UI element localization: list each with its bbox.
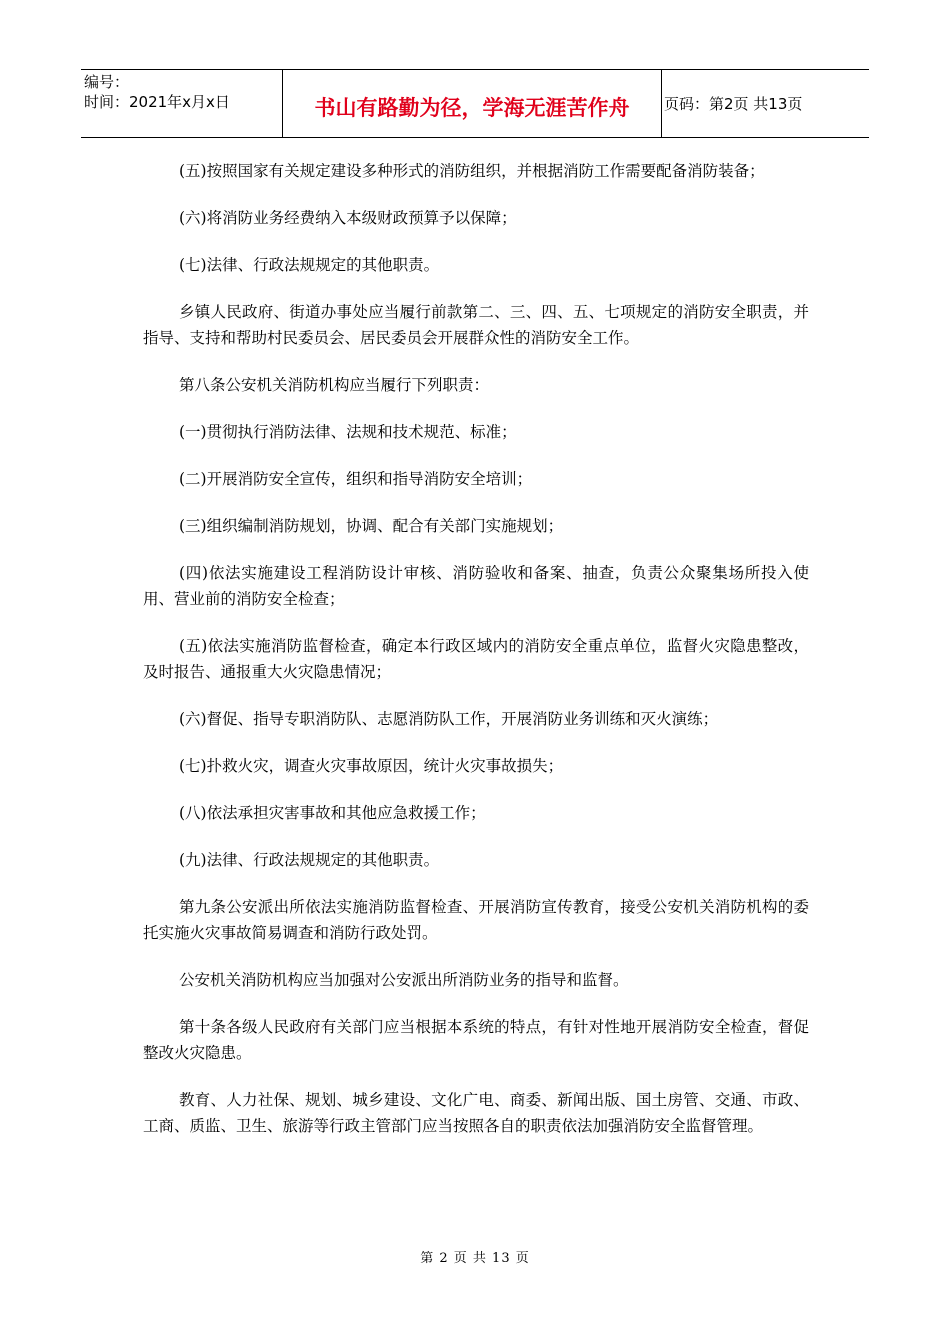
paragraph: 公安机关消防机构应当加强对公安派出所消防业务的指导和监督。 (179, 971, 629, 989)
paragraph: (一)贯彻执行消防法律、法规和技术规范、标准； (179, 423, 517, 441)
header-page-info: 页码：第2页 共13页 (664, 95, 803, 113)
paragraph: 第九条公安派出所依法实施消防监督检查、开展消防宣传教育，接受公安机关消防机构的委托实施火灾事故简易调查和消防行政处罚。 (143, 898, 809, 942)
paragraph: (五)依法实施消防监督检查，确定本行政区域内的消防安全重点单位，监督火灾隐患整改，及时报告、通报重大火灾隐患情况； (143, 637, 809, 681)
header-motto: 书山有路勤为径，学海无涯苦作舟 (314, 96, 630, 120)
paragraph: (三)组织编制消防规划，协调、配合有关部门实施规划； (179, 517, 564, 535)
paragraph: (七)法律、行政法规规定的其他职责。 (179, 256, 440, 274)
paragraph: (八)依法承担灾害事故和其他应急救援工作； (179, 804, 486, 822)
paragraph: 教育、人力社保、规划、城乡建设、文化广电、商委、新闻出版、国土房管、交通、市政、工商、质监、卫生、旅游等行政主管部门应当按照各自的职责依法加强消防安全监督管理。 (143, 1091, 809, 1135)
header-meta (81, 70, 284, 139)
paragraph: (九)法律、行政法规规定的其他职责。 (179, 851, 440, 869)
document-number-label: 编号： (84, 73, 130, 91)
page-header (81, 69, 869, 138)
page-footer: 第 2 页 共 13 页 (420, 1251, 530, 1266)
paragraph: (二)开展消防安全宣传，组织和指导消防安全培训； (179, 470, 533, 488)
document-body (143, 158, 809, 1160)
document-time-label: 时间：2021年x月x日 (84, 93, 230, 111)
paragraph: 第十条各级人民政府有关部门应当根据本系统的特点，有针对性地开展消防安全检查，督促整改火灾隐患。 (143, 1018, 809, 1062)
paragraph: 乡镇人民政府、街道办事处应当履行前款第二、三、四、五、七项规定的消防安全职责，并指导、支持和帮助村民委员会、居民委员会开展群众性的消防安全工作。 (143, 303, 809, 347)
paragraph: (六)将消防业务经费纳入本级财政预算予以保障； (179, 209, 517, 227)
paragraph: (六)督促、指导专职消防队、志愿消防队工作，开展消防业务训练和灭火演练； (179, 710, 719, 728)
paragraph: (七)扑救火灾，调查火灾事故原因，统计火灾事故损失； (179, 757, 564, 775)
header-motto-cell (282, 70, 662, 137)
paragraph: (四)依法实施建设工程消防设计审核、消防验收和备案、抽查，负责公众聚集场所投入使用、营业前的消防安全检查； (143, 564, 809, 608)
paragraph: (五)按照国家有关规定建设多种形式的消防组织，并根据消防工作需要配备消防装备； (179, 162, 765, 180)
paragraph: 第八条公安机关消防机构应当履行下列职责： (179, 376, 490, 394)
